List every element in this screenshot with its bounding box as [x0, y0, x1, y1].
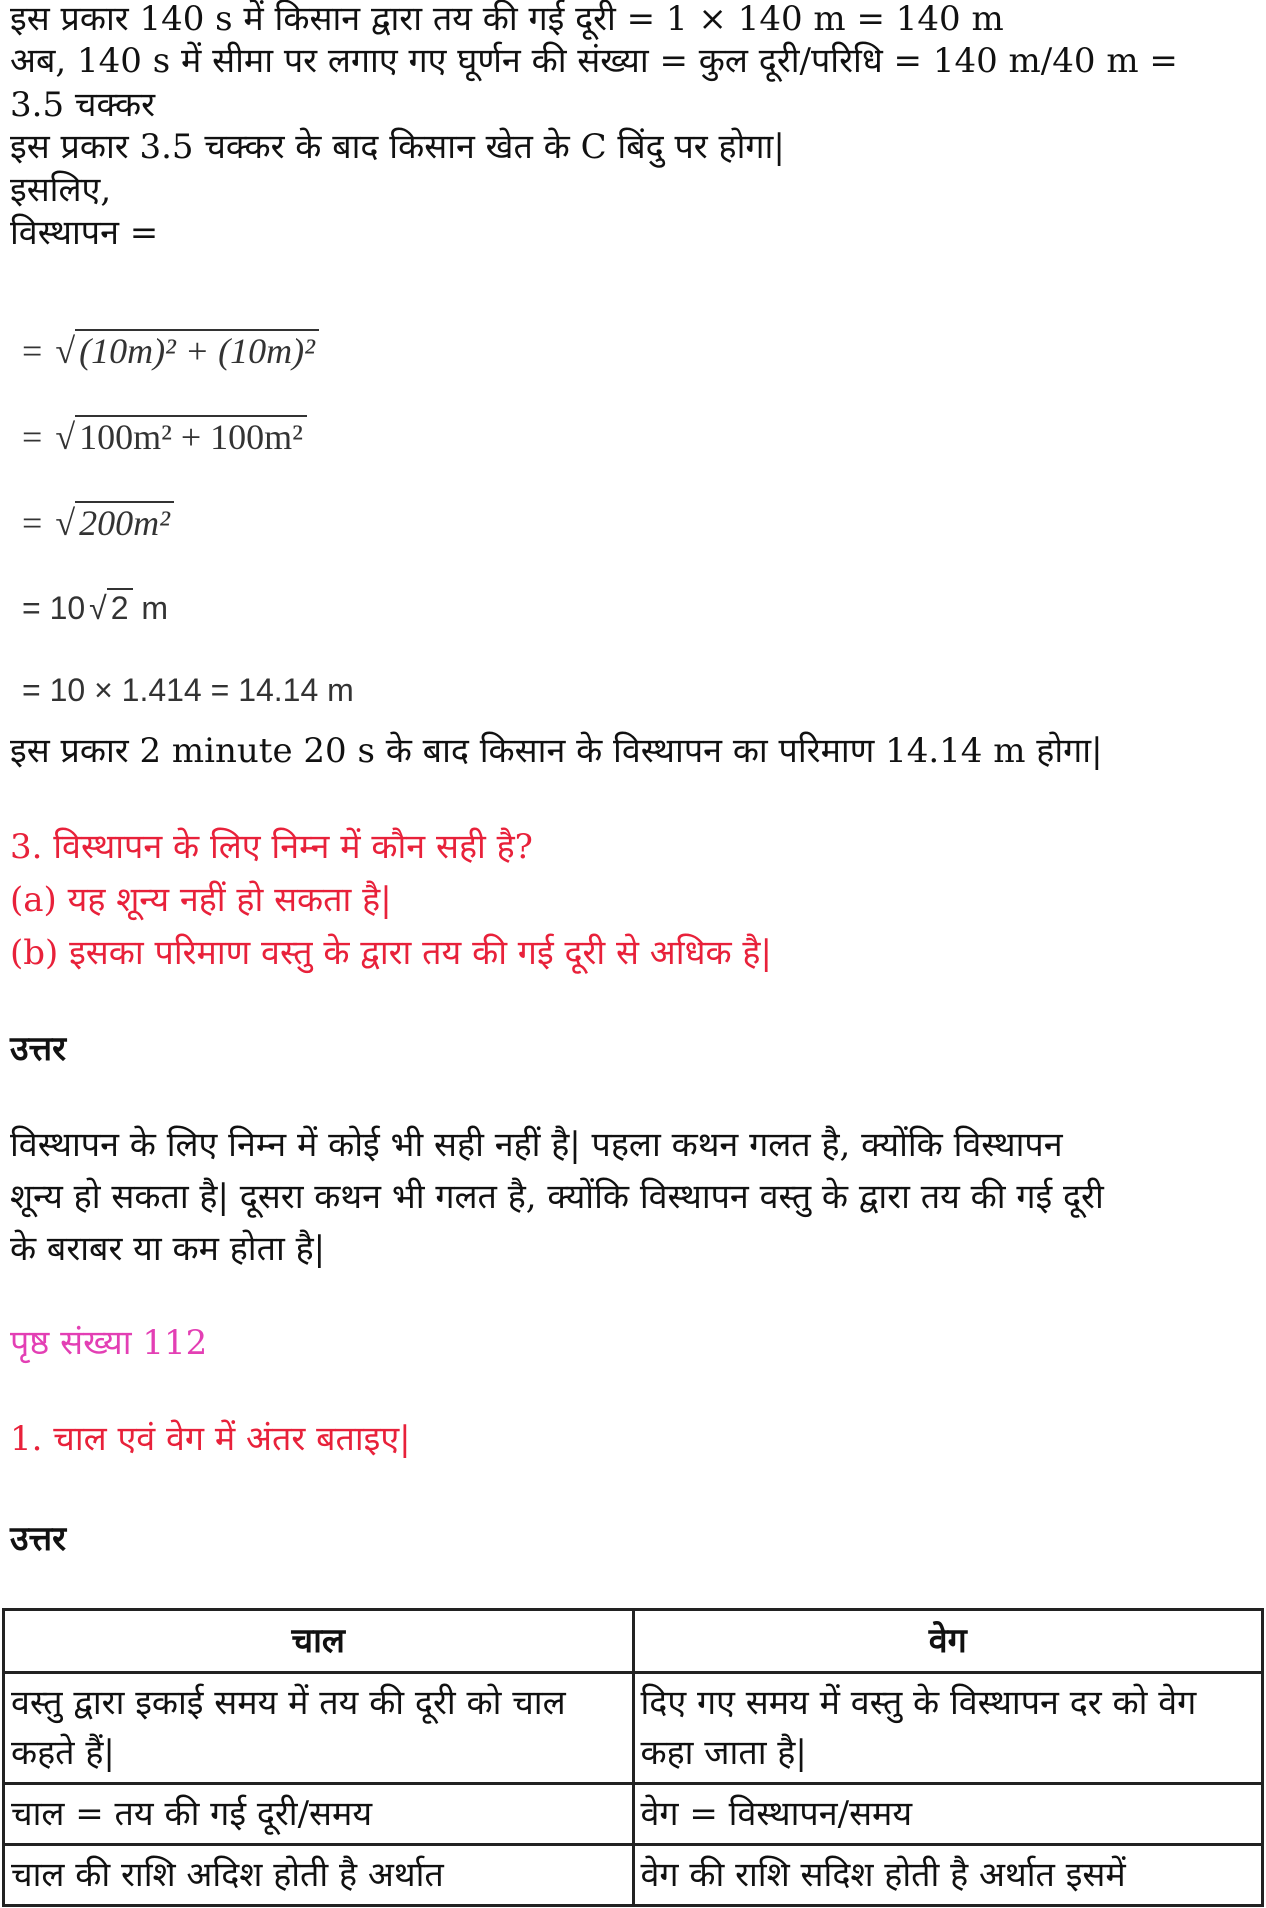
- question-1-title: 1. चाल एवं वेग में अंतर बताइए|: [10, 1419, 411, 1459]
- text-line-therefore: इसलिए,: [10, 170, 112, 210]
- text-line-displacement: विस्थापन =: [10, 213, 159, 253]
- table-cell: दिए गए समय में वस्तु के विस्थापन दर को वेग कहा जाता है|: [633, 1673, 1263, 1784]
- answer-heading: उत्तर: [10, 1029, 67, 1069]
- math-step-1-prefix: =: [22, 331, 52, 371]
- text-line-point-c: इस प्रकार 3.5 चक्कर के बाद किसान खेत के C बिंदु पर होगा|: [10, 127, 785, 167]
- answer-heading-2: उत्तर: [10, 1519, 67, 1559]
- sqrt-symbol: √ 200m²: [51, 502, 174, 544]
- page-number-label: पृष्ठ संख्या 112: [10, 1323, 208, 1363]
- question-3-option-a: (a) यह शून्य नहीं हो सकता है|: [10, 880, 392, 920]
- table-cell: वेग = विस्थापन/समय: [633, 1784, 1263, 1845]
- conclusion-text: इस प्रकार 2 minute 20 s के बाद किसान के विस्थापन का परिमाण 14.14 m होगा|: [10, 731, 1103, 771]
- question-3-option-b: (b) इसका परिमाण वस्तु के द्वारा तय की गई दूरी से अधिक है|: [10, 933, 772, 973]
- answer-3-line-1: विस्थापन के लिए निम्न में कोई भी सही नहीं है| पहला कथन गलत है, क्योंकि विस्थापन: [10, 1125, 1063, 1165]
- math-step-4-prefix: = 10: [22, 590, 86, 626]
- sqrt-symbol: √ 100m² + 100m²: [51, 416, 307, 458]
- table-header-row: [4, 1610, 1263, 1673]
- math-step-5: = 10 × 1.414 = 14.14 m: [22, 672, 354, 708]
- math-step-1: [22, 330, 319, 372]
- math-step-2-radicand: 100m² + 100m²: [75, 415, 307, 457]
- sqrt-symbol: √ 2: [85, 590, 132, 627]
- math-step-3: [22, 502, 174, 544]
- table-cell: चाल = तय की गई दूरी/समय: [4, 1784, 634, 1845]
- table-row: [4, 1845, 1263, 1906]
- math-step-1-radicand: (10m)² + (10m)²: [75, 329, 319, 371]
- table-header-speed: चाल: [4, 1610, 634, 1673]
- table-cell: वेग की राशि सदिश होती है अर्थात इसमें: [633, 1845, 1263, 1906]
- math-step-4-suffix: m: [132, 590, 169, 626]
- table-header-velocity: वेग: [633, 1610, 1263, 1673]
- table-row: [4, 1673, 1263, 1784]
- answer-3-line-3: के बराबर या कम होता है|: [10, 1229, 326, 1269]
- math-step-3-prefix: =: [22, 503, 52, 543]
- math-step-4: [22, 590, 168, 627]
- sqrt-symbol: √ (10m)² + (10m)²: [51, 330, 319, 372]
- math-step-2-prefix: =: [22, 417, 52, 457]
- math-step-3-radicand: 200m²: [75, 501, 174, 543]
- speed-velocity-table: [2, 1608, 1264, 1907]
- text-line-rounds: 3.5 चक्कर: [10, 85, 156, 125]
- text-line-distance: इस प्रकार 140 s में किसान द्वारा तय की गई दूरी = 1 × 140 m = 140 m: [10, 0, 1004, 39]
- answer-3-line-2: शून्य हो सकता है| दूसरा कथन भी गलत है, क्योंकि विस्थापन वस्तु के द्वारा तय की गई दूरी: [10, 1177, 1104, 1217]
- table-cell: चाल की राशि अदिश होती है अर्थात: [4, 1845, 634, 1906]
- math-step-4-radicand: 2: [107, 588, 133, 626]
- math-step-2: [22, 416, 307, 458]
- table-row: [4, 1784, 1263, 1845]
- question-3-title: 3. विस्थापन के लिए निम्न में कौन सही है?: [10, 827, 533, 867]
- text-line-rotations: अब, 140 s में सीमा पर लगाए गए घूर्णन की संख्या = कुल दूरी/परिधि = 140 m/40 m =: [10, 41, 1178, 81]
- table-cell: वस्तु द्वारा इकाई समय में तय की दूरी को चाल कहते हैं|: [4, 1673, 634, 1784]
